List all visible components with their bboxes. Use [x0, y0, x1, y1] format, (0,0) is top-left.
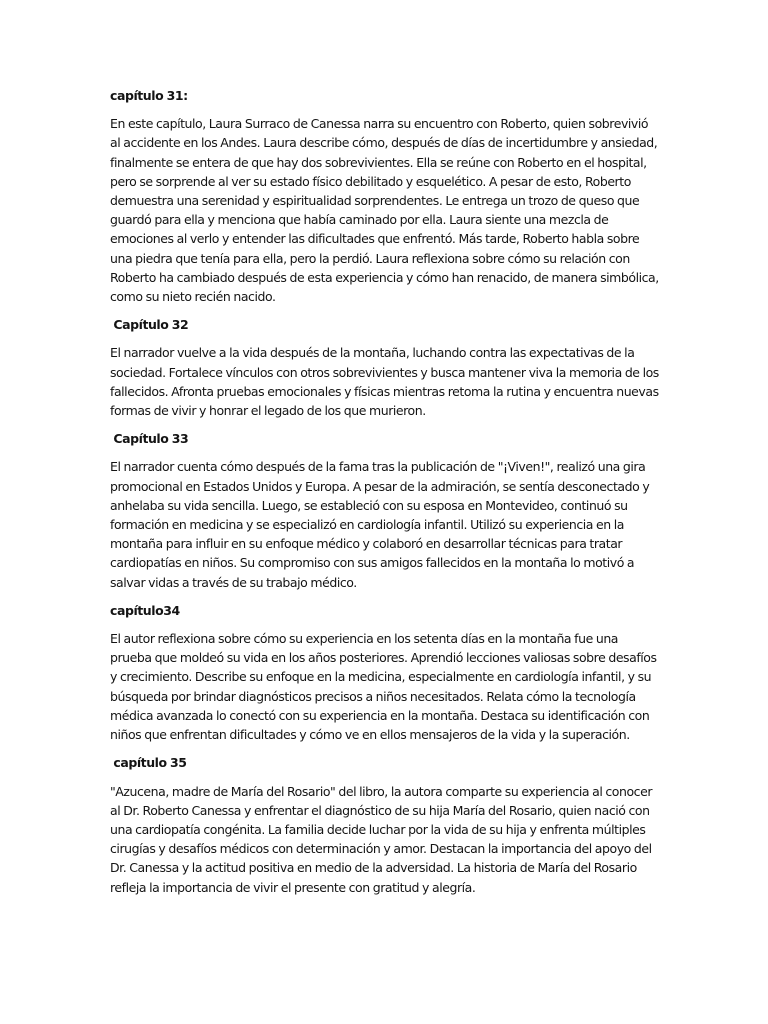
chapter-summary: El narrador vuelve a la vida después de la montaña, luchando contra las expectativas de la sociedad. Fortalece vínculos con otros sobrevivientes y busca mantener viva la memoria de los fallecidos. Afronta pruebas emocionales y físicas mientras retoma la rutina y encuentra nuevas formas de vivir y honrar el legado de los que murieron. [110, 345, 659, 419]
chapter-summary: En este capítulo, Laura Surraco de Canessa narra su encuentro con Roberto, quien sobrevivió al accidente en los Andes. Laura describe cómo, después de días de incertidumbre y ansiedad, finalmente se entera de que hay dos sobrevivientes. Ella se reúne con Roberto en el hospital, pero se sorprende al ver su estado físico debilitado y esquelético. A pesar de esto, Roberto demuestra una serenidad y espiritualidad sorprendentes. Le entrega un trozo de queso que guardó para ella y menciona que había caminado por ella. Laura siente una mezcla de emociones al verlo y entender las dificultades que enfrentó. Más tarde, Roberto habla sobre una piedra que tenía para ella, pero la perdió. Laura reflexiona sobre cómo su relación con Roberto ha cambiado después de esta experiencia y cómo han renacido, de manera simbólica, como su nieto recién nacido. [110, 116, 659, 305]
chapter-heading: Capítulo 32 [110, 317, 189, 333]
chapter-heading: capítulo 31: [110, 88, 188, 103]
chapter-summary: El narrador cuenta cómo después de la fama tras la publicación de "¡Viven!", realizó una gira promocional en Estados Unidos y Europa. A pesar de la admiración, se sentía desconectado y anhelaba su vida sencilla. Luego, se estableció con su esposa en Montevideo, continuó su formación en medicina y se especializó en cardiología infantil. Utilizó su experiencia en la montaña para influir en su enfoque médico y colaboró en desarrollar técnicas para tratar cardiopatías en niños. Su compromiso con sus amigos fallecidos en la montaña lo motivó a salvar vidas a través de su trabajo médico. [110, 459, 650, 590]
section-chapter-35 [110, 753, 660, 896]
chapter-heading: capítulo34 [110, 602, 180, 618]
chapter-summary: "Azucena, madre de María del Rosario" del libro, la autora comparte su experiencia al conocer al Dr. Roberto Canessa y enfrentar el diagnóstico de su hija María del Rosario, quien nació con una cardiopatía congénita. La familia decide luchar por la vida de su hija y enfrenta múltiples cirugías y desafíos médicos con determinación y amor. Destacan la importancia del apoyo del Dr. Canessa y la actitud positiva en medio de la adversidad. La historia de María del Rosario refleja la importancia de vivir el presente con gratitud y alegría. [110, 783, 653, 895]
chapter-summary: El autor reflexiona sobre cómo su experiencia en los setenta días en la montaña fue una prueba que moldeó su vida en los años posteriores. Aprendió lecciones valiosas sobre desafíos y crecimiento. Describe su enfoque en la medicina, especialmente en cardiología infantil, y su búsqueda por brindar diagnósticos precisos a niños necesitados. Relata cómo la tecnología médica avanzada lo conectó con su experiencia en la montaña. Destaca su identificación con niños que enfrentan dificultades y cómo ve en ellos mensajeros de la vida y la superación. [110, 631, 657, 743]
section-chapter-34 [110, 601, 660, 744]
document-page [110, 86, 660, 906]
section-chapter-33 [110, 429, 660, 592]
chapter-heading: Capítulo 33 [110, 431, 189, 447]
section-chapter-31 [110, 86, 660, 306]
chapter-heading: capítulo 35 [110, 755, 187, 771]
section-chapter-32 [110, 315, 660, 420]
